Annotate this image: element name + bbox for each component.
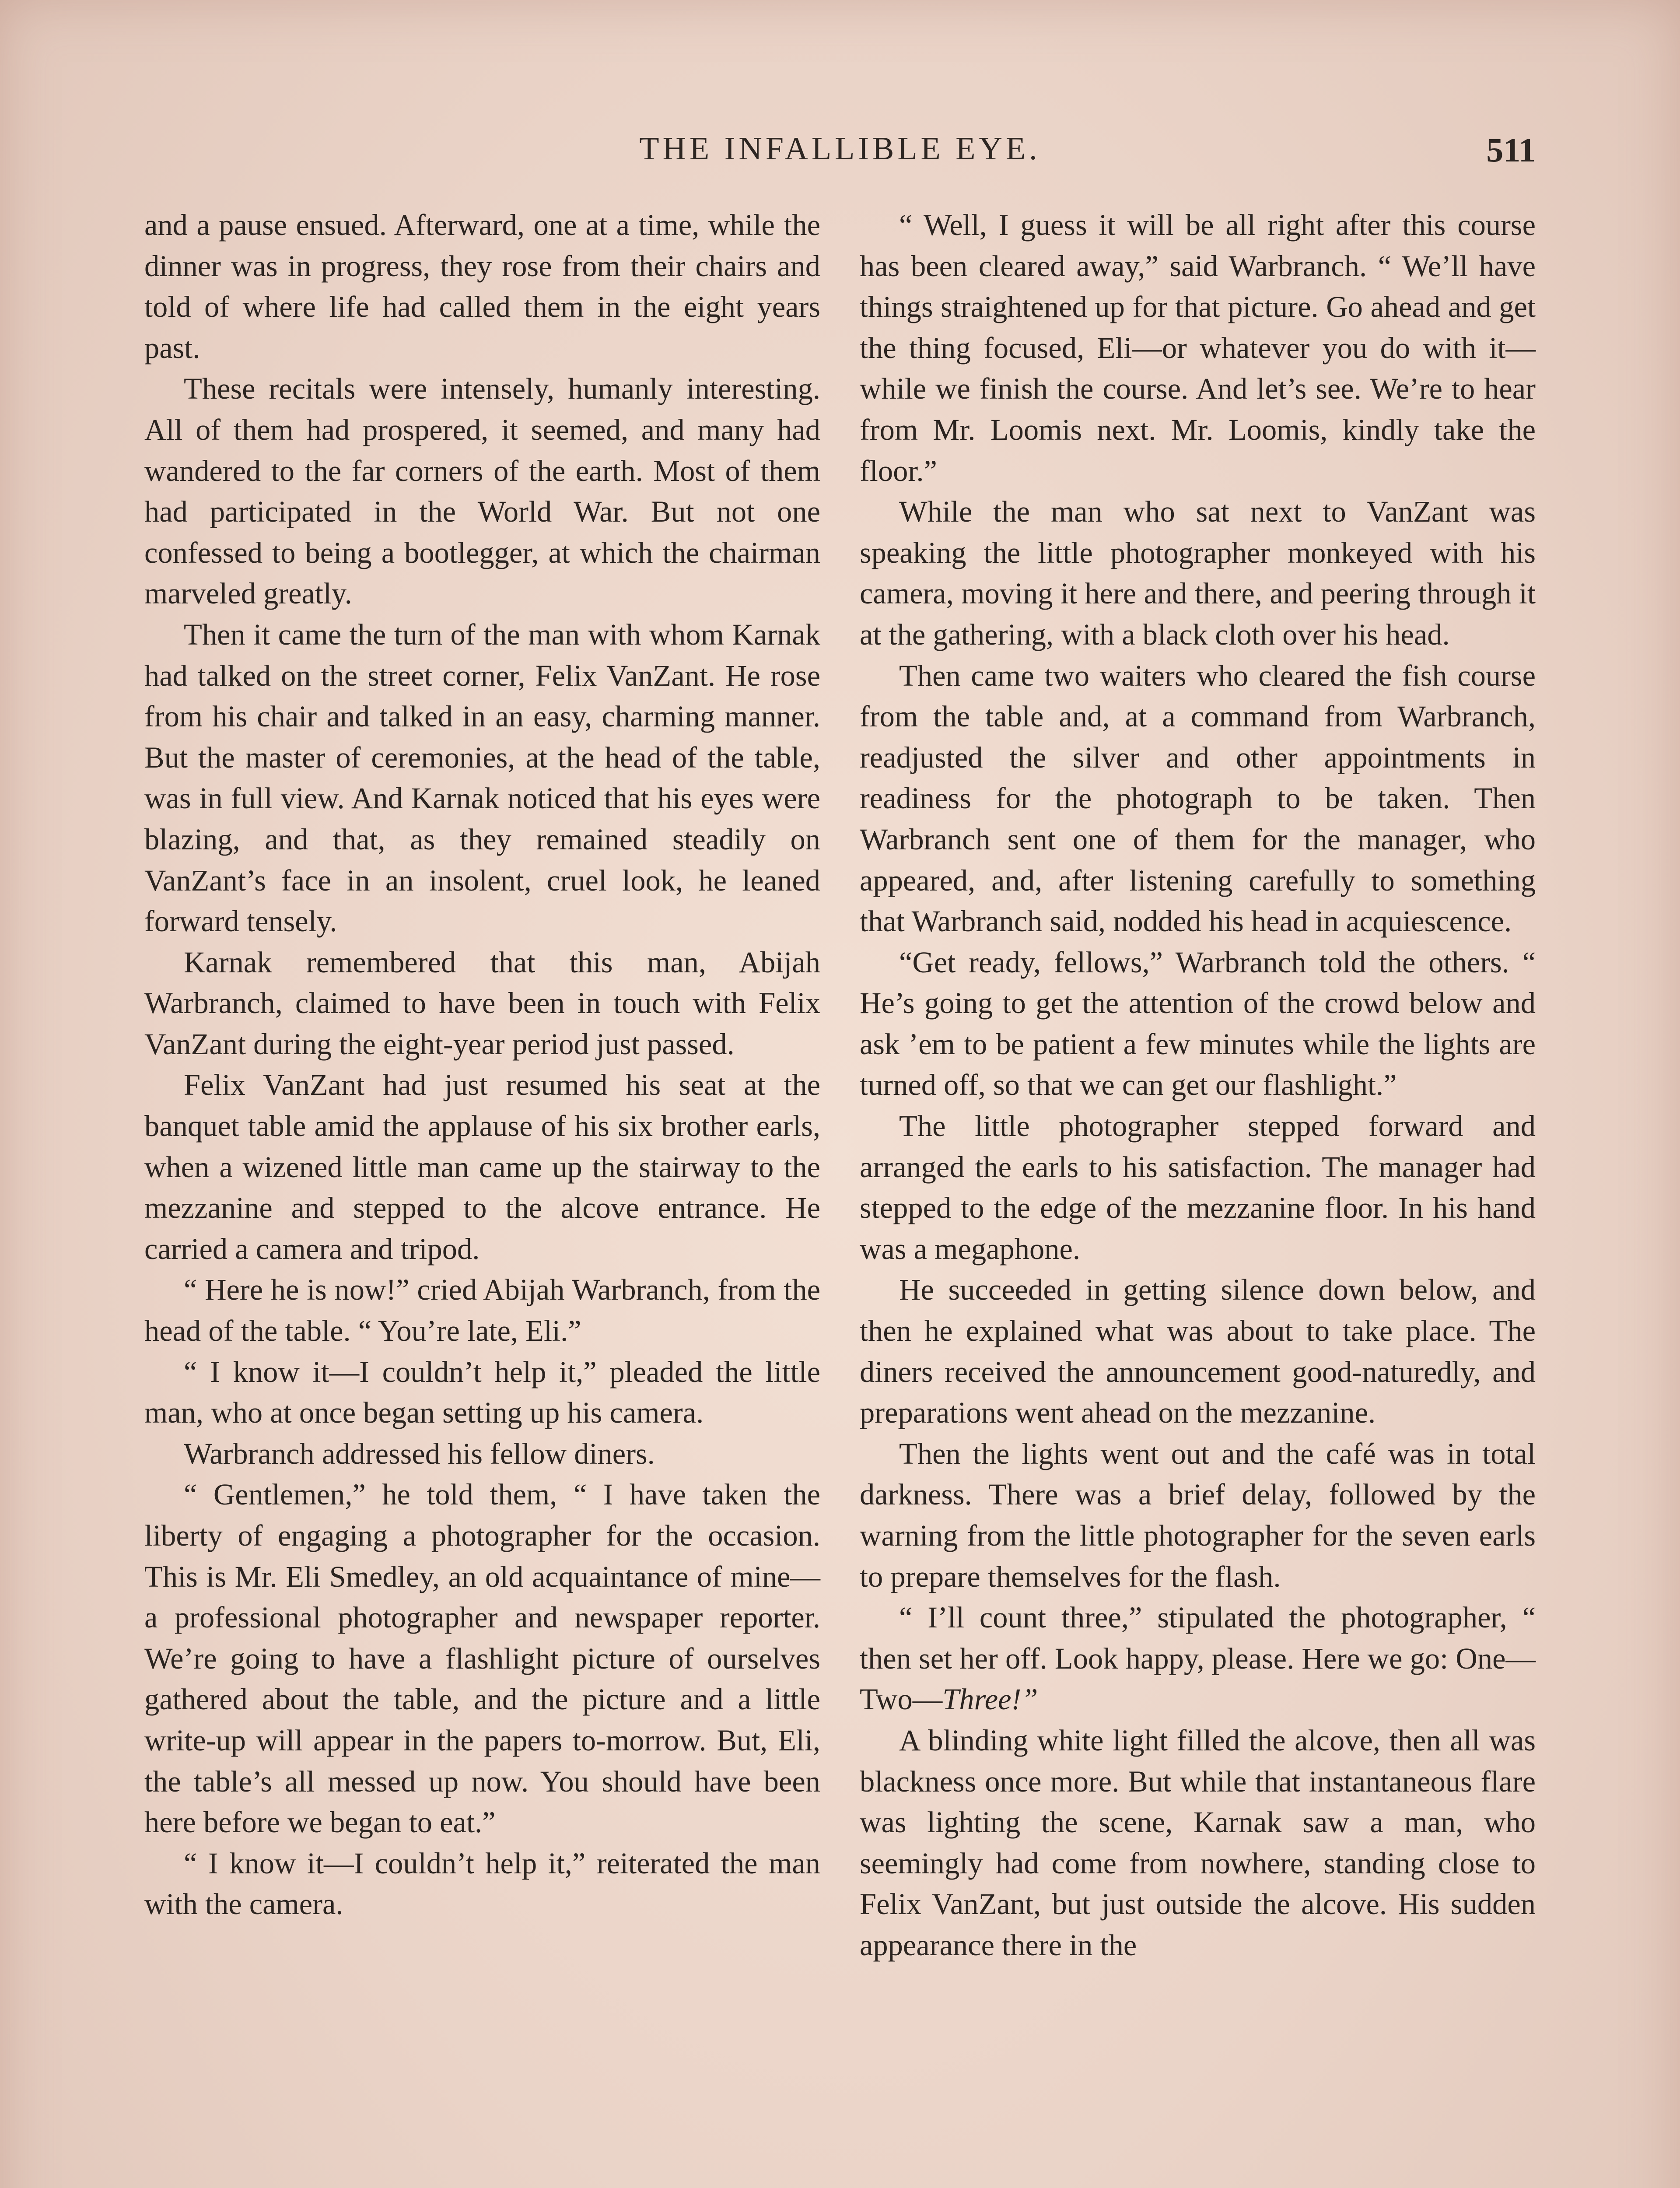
paragraph: He succeeded in getting silence down below, and then he explained what was about to take place. The diners received the announcement good-naturedly, and preparations went ahead on the mezzanine. — [860, 1273, 1536, 1430]
paragraph: “Get ready, fellows,” Warbranch told the others. “ He’s going to get the attention of the crowd below and ask ’em to be patient a few minutes while the lights are turned off, so that we can get our flashlight.” — [860, 945, 1536, 1102]
left-column — [144, 205, 820, 1925]
paragraph: While the man who sat next to VanZant was speaking the little photographer monkeyed with his camera, moving it here and there, and peering through it at the gathering, with a black cloth over his head. — [860, 495, 1536, 651]
paragraph: “ I know it—I couldn’t help it,” reiterated the man with the camera. — [144, 1846, 820, 1921]
paragraph: “ Well, I guess it will be all right after this course has been cleared away,” said Warbranch. “ We’ll have things straightened up for that picture. Go ahead and get the thing focused, Eli—or whatever you do with it—while we finish the course. And let’s see. We’re to hear from Mr. Loomis next. Mr. Loomis, kindly take the floor.” — [860, 208, 1536, 487]
paragraph: Then the lights went out and the café was in total darkness. There was a brief delay, followed by the warning from the little photographer for the seven earls to prepare themselves for the flash. — [860, 1437, 1536, 1593]
paragraph: A blinding white light filled the alcove, then all was blackness once more. But while that instantaneous flare was lighting the scene, Karnak saw a man, who seemingly had come from nowhere, standing close to Felix VanZant, but just outside the alcove. His sudden appearance there in the — [860, 1723, 1536, 1962]
page-number: 511 — [1486, 131, 1536, 169]
paragraph: These recitals were intensely, humanly interesting. All of them had prospered, it seemed, and many had wandered to the far corners of the earth. Most of them had participated in the World War. But not one confessed to being a bootlegger, at which the chairman marveled greatly. — [144, 372, 820, 610]
paragraph: “ I know it—I couldn’t help it,” pleaded the little man, who at once began setting up his camera. — [144, 1355, 820, 1430]
paragraph: Warbranch addressed his fellow diners. — [184, 1437, 655, 1470]
right-column — [860, 205, 1536, 1966]
page-header — [144, 130, 1536, 174]
running-title: THE INFALLIBLE EYE. — [639, 131, 1041, 167]
paragraph: Then came two waiters who cleared the fish course from the table and, at a command from Warbranch, readjusted the silver and other appointments in readiness for the photograph to be taken. Then Warbranch sent one of them for the manager, who appeared, and, after listening carefully to something that Warbranch said, nodded his head in acquiescence. — [860, 659, 1536, 938]
paragraph: Karnak remembered that this man, Abijah Warbranch, claimed to have been in touch with Felix VanZant during the eight-year period just passed. — [144, 945, 820, 1061]
paragraph: The little photographer stepped forward and arranged the earls to his satisfaction. The manager had stepped to the edge of the mezzanine floor. In his hand was a megaphone. — [860, 1109, 1536, 1266]
paragraph-text: “ I’ll count three,” stipulated the photographer, “ then set her off. Look happy, please. Here we go: One—Two— — [860, 1601, 1536, 1716]
paragraph — [860, 1597, 1536, 1720]
paragraph: “ Gentlemen,” he told them, “ I have taken the liberty of engaging a photographer for the occasion. This is Mr. Eli Smedley, an old acquaintance of mine—a professional photographer and newspaper reporter. We’re going to have a flashlight picture of ourselves gathered about the table, and the picture and a little write-up will appear in the papers to-morrow. But, Eli, the table’s all messed up now. You should have been here before we began to eat.” — [144, 1478, 820, 1839]
emphasis-text: Three!” — [942, 1683, 1038, 1716]
paragraph: “ Here he is now!” cried Abijah Warbranch, from the head of the table. “ You’re late, Eli.” — [144, 1273, 820, 1348]
paragraph: Then it came the turn of the man with whom Karnak had talked on the street corner, Felix VanZant. He rose from his chair and talked in an easy, charming manner. But the master of ceremonies, at the head of the table, was in full view. And Karnak noticed that his eyes were blazing, and that, as they remained steadily on VanZant’s face in an insolent, cruel look, he leaned forward tensely. — [144, 617, 820, 938]
paragraph: and a pause ensued. Afterward, one at a time, while the dinner was in progress, they rose from their chairs and told of where life had called them in the eight years past. — [144, 208, 820, 365]
paragraph: Felix VanZant had just resumed his seat at the banquet table amid the applause of his six brother earls, when a wizened little man came up the stairway to the mezzanine and stepped to the alcove entrance. He carried a camera and tripod. — [144, 1068, 820, 1266]
